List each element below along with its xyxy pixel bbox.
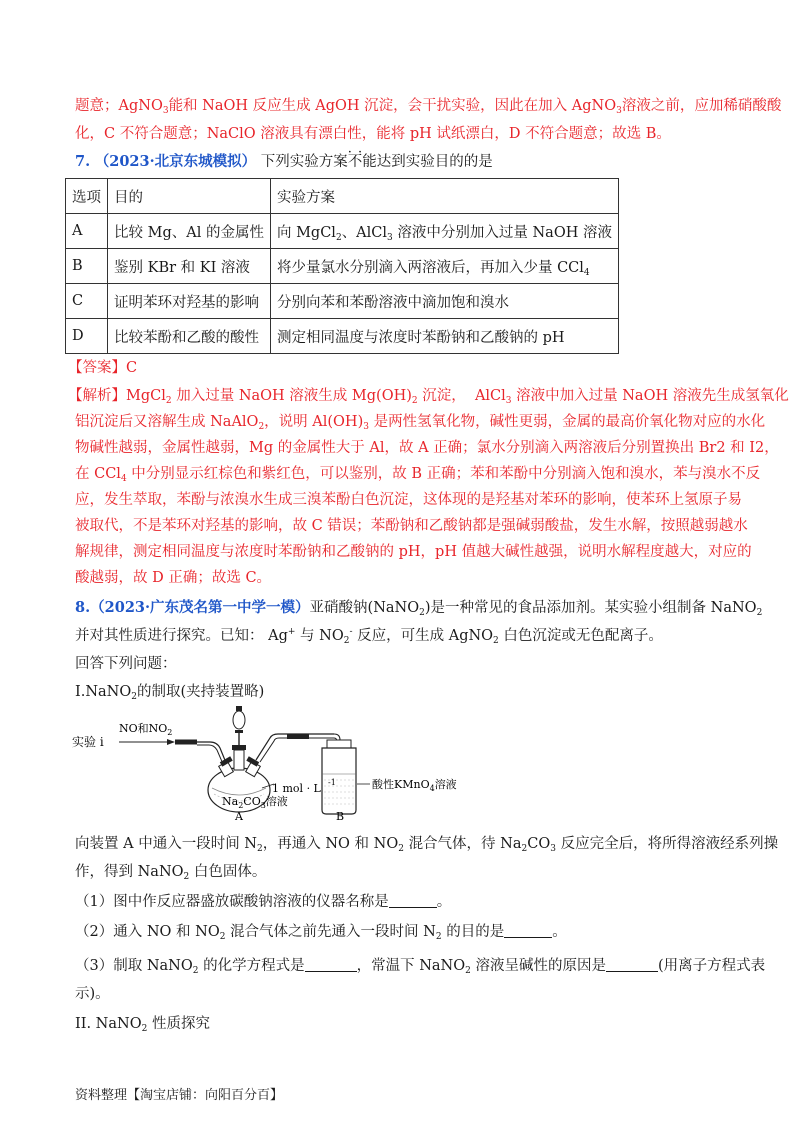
apparatus-diagram — [72, 704, 512, 824]
solution-b-label: 酸性KMnO$_4$溶液 — [372, 778, 457, 793]
procedure-line-1: 向装置 A 中通入一段时间 $N_2$，再通入 NO 和 $NO_2$ 混合气体，待 $Na_2CO_3$ 反应完全后，将所得溶液经系列操 — [75, 836, 779, 854]
analysis-line-5: 应，发生萃取，苯酚与浓溴水生成三溴苯酚白色沉淀，这体现的是羟基对苯环的影响，使苯环上氢原子易 — [75, 492, 742, 508]
procedure-line-2: 作，得到 NaNO$_2$ 白色固体。 — [75, 864, 267, 882]
analysis-line-3: 物碱性越弱，金属性越弱，Mg 的金属性大于 Al，故 A 正确；氯水分别滴入两溶液后分别置换出 Br2 和 I2， — [75, 440, 779, 456]
gas-label: NO和$NO_2$ — [119, 722, 173, 737]
answer: 【答案】C — [68, 360, 138, 376]
analysis-line-2: 铝沉淀后又溶解生成 NaAlO$_2$，说明 $Al(OH)_3$ 是两性氢氧化物，碱性更弱，金属的最高价氧化物对应的水化 — [75, 414, 766, 432]
explanation-line-1: 题意；AgNO$_3$能和 NaOH 反应生成 AgOH 沉淀，会干扰实验，因此在加入 AgNO$_3$溶液之前，应加稀硝酸酸 — [75, 98, 782, 116]
header-goal: 目的 — [108, 179, 271, 214]
solution-a-label: $Na_2CO_3$溶液 — [222, 795, 288, 810]
solution-a-conc: 1 mol · L — [272, 782, 321, 795]
analysis-line-4: 在 CCl$_4$ 中分别显示红棕色和紫红色，可以鉴别，故 B 正确；苯和苯酚中分别滴入饱和溴水，苯与溴水不反 — [75, 466, 761, 484]
part-1-heading: I.NaNO$_2$的制取(夹持装置略) — [75, 684, 265, 702]
question-source: （2023·北京东城模拟） — [94, 153, 257, 170]
plan-cell: 将少量氯水分别滴入两溶液后，再加入少量 CCl$_4$ — [270, 249, 618, 284]
sub-question-3-cont: 示)。 — [75, 986, 110, 1002]
explanation-line-2: 化，C 不符合题意；NaClO 溶液具有漂白性，能将 pH 试纸漂白，D 不符合题意；故选 B。 — [75, 126, 671, 142]
analysis-line-6: 被取代，不是苯环对羟基的影响，故 C 错误；苯酚钠和乙酸钠都是强碱弱酸盐，发生水解，按照越弱越水 — [75, 518, 748, 534]
label-b: B — [336, 810, 345, 823]
emphasis-dots: · · 不能 — [348, 154, 377, 170]
sub-question-2: （2）通入 NO 和 $NO_2$ 混合气体之前先通入一段时间 $N_2$ 的目的是 。 — [75, 924, 567, 942]
question-8-stem: 8.（2023·广东茂名第一中学一模）亚硝酸钠(NaNO$_2$)是一种常见的食品添加剂。某实验小组制备 NaNO$_2$ — [75, 599, 763, 618]
analysis-line-8: 酸越弱，故 D 正确；故选 C。 — [75, 570, 272, 586]
experiment-label: 实验 i — [72, 735, 104, 749]
answer-blank[interactable] — [504, 923, 552, 938]
answer-prompt: 回答下列问题： — [75, 656, 177, 672]
header-plan: 实验方案 — [270, 179, 618, 214]
sub-question-3: （3）制取 NaNO$_2$ 的化学方程式是 ，常温下 NaNO$_2$ 溶液呈碱性的原因是 (用离子方程式表 — [75, 958, 766, 976]
experiment-table — [65, 178, 619, 354]
dropping-funnel — [233, 711, 245, 729]
answer-blank[interactable] — [305, 957, 357, 972]
plan-cell: 向 MgCl$_2$、AlCl$_3$ 溶液中分别加入过量 NaOH 溶液 — [270, 214, 618, 249]
table-header-row — [66, 179, 619, 214]
sub-question-1: （1）图中作反应器盛放碳酸钠溶液的仪器名称是 。 — [75, 894, 452, 910]
table-row: D 比较苯酚和乙酸的酸性 测定相同温度与浓度时苯酚钠和乙酸钠的 pH — [66, 319, 619, 354]
answer-blank[interactable] — [389, 893, 437, 908]
table-row: B 鉴别 KBr 和 KI 溶液 将少量氯水分别滴入两溶液后，再加入少量 CCl$_4$ — [66, 249, 619, 284]
answer-blank[interactable] — [606, 957, 658, 972]
part-2-heading: II. NaNO$_2$ 性质探究 — [75, 1016, 210, 1034]
question-number: 7. — [75, 153, 91, 170]
header-option: 选项 — [66, 179, 108, 214]
question-7-stem: 7. （2023·北京东城模拟） 下列实验方案· · 不能达到实验目的的是 — [75, 152, 493, 172]
analysis-line-7: 解规律，测定相同温度与浓度时苯酚钠和乙酸钠的 pH，pH 值越大碱性越强，说明水解程度越大，对应的 — [75, 544, 752, 560]
svg-text:-1: -1 — [328, 778, 336, 787]
analysis-line-1: 【解析】MgCl$_2$ 加入过量 NaOH 溶液生成 $Mg(OH)_2$ 沉淀， AlCl$_3$ 溶液中加入过量 NaOH 溶液先生成氢氧化 — [68, 388, 789, 406]
label-a: A — [235, 810, 243, 823]
table-row: A 比较 Mg、Al 的金属性 向 MgCl$_2$、AlCl$_3$ 溶液中分别加入过量 NaOH 溶液 — [66, 214, 619, 249]
question-8-intro-2: 并对其性质进行探究。已知： Ag+ 与 $NO_2^-$ 反应，可生成 AgNO$_2$ 白色沉淀或无色配离子。 — [75, 627, 663, 646]
page-footer: 资料整理【淘宝店铺：向阳百分百】 — [75, 1088, 284, 1103]
table-row: C 证明苯环对羟基的影响 分别向苯和苯酚溶液中滴加饱和溴水 — [66, 284, 619, 319]
